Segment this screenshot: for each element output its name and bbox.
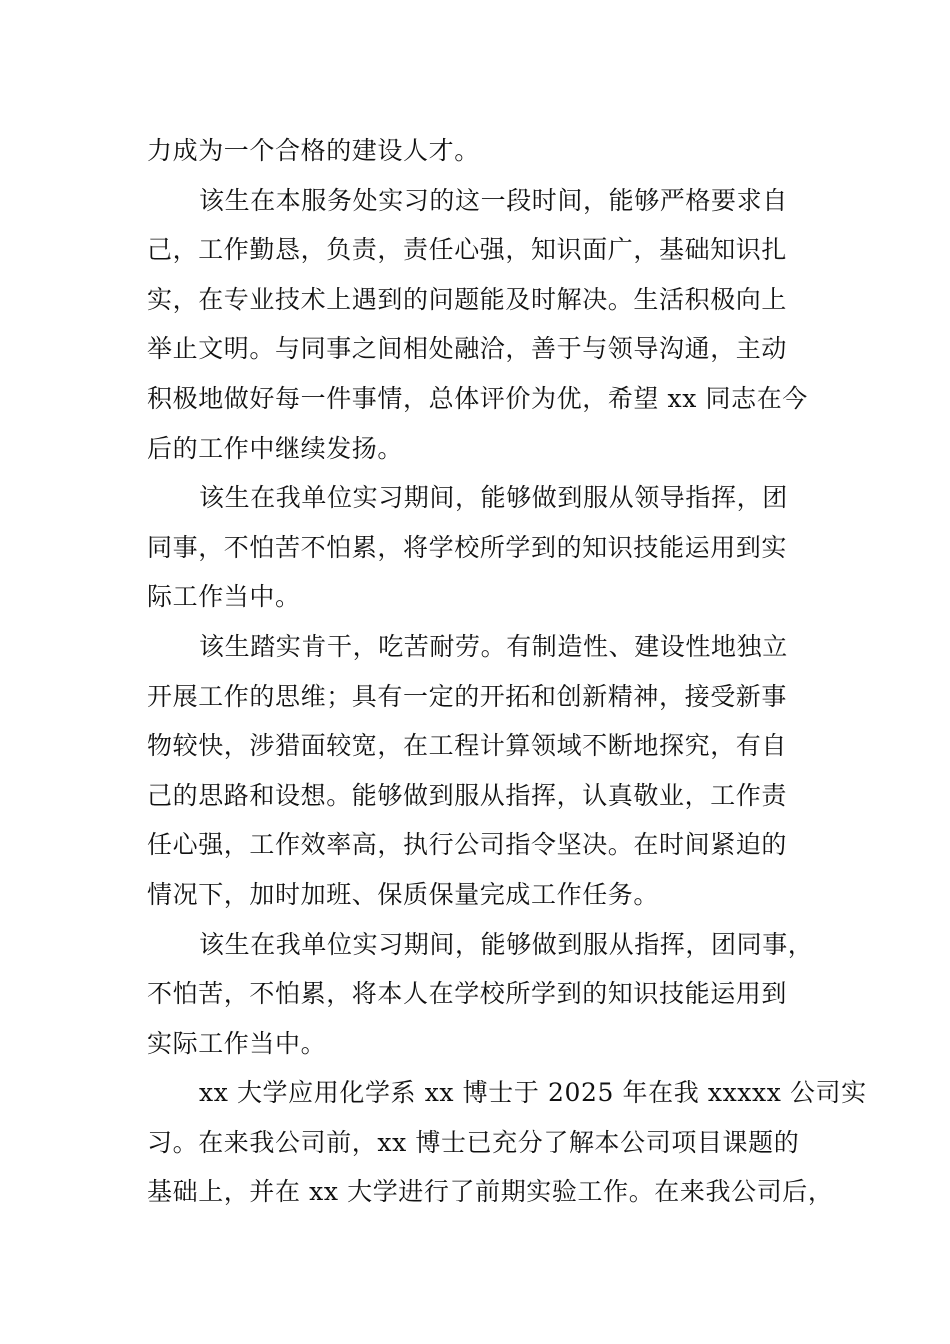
- text-line: 力成为一个合格的建设人才。: [147, 136, 480, 165]
- text-line: 后的工作中继续发扬。: [147, 433, 404, 463]
- text-line: 实际工作当中。: [147, 1028, 327, 1058]
- text-line: 任心强，工作效率高，执行公司指令坚决。在时间紧迫的: [147, 830, 788, 860]
- text-line: 己的思路和设想。能够做到服从指挥，认真敬业，工作责: [147, 780, 788, 810]
- text-line: 该生在我单位实习期间，能够做到服从指挥，团同事，: [199, 929, 814, 959]
- text-line: 举止文明。与同事之间相处融洽，善于与领导沟通，主动: [147, 334, 788, 364]
- text-line: 基础上，并在 xx 大学进行了前期实验工作。在来我公司后，: [147, 1177, 834, 1207]
- text-line: 己，工作勤恳，负责，责任心强，知识面广，基础知识扎: [147, 235, 788, 265]
- text-line: 际工作当中。: [147, 582, 301, 612]
- text-line: 物较快，涉猎面较宽，在工程计算领域不断地探究，有自: [147, 731, 788, 761]
- text-line: 积极地做好每一件事情，总体评价为优，希望 xx 同志在今: [147, 383, 808, 413]
- text-line: 该生在我单位实习期间，能够做到服从领导指挥，团: [199, 483, 788, 513]
- text-line: 习。在来我公司前，xx 博士已充分了解本公司项目课题的: [147, 1127, 800, 1157]
- text-line: 不怕苦，不怕累，将本人在学校所学到的知识技能运用到: [147, 979, 788, 1009]
- text-line: 开展工作的思维；具有一定的开拓和创新精神，接受新事: [147, 681, 788, 711]
- document-body: [147, 126, 867, 1217]
- text-line: 该生在本服务处实习的这一段时间，能够严格要求自: [199, 185, 788, 215]
- text-line: 同事，不怕苦不怕累，将学校所学到的知识技能运用到实: [147, 532, 788, 562]
- text-line: xx 大学应用化学系 xx 博士于 2025 年在我 xxxxx 公司实: [199, 1078, 867, 1108]
- text-line: 情况下，加时加班、保质保量完成工作任务。: [147, 879, 660, 909]
- text-line: 实，在专业技术上遇到的问题能及时解决。生活积极向上: [147, 284, 788, 314]
- text-line: 该生踏实肯干，吃苦耐劳。有制造性、建设性地独立: [199, 631, 788, 661]
